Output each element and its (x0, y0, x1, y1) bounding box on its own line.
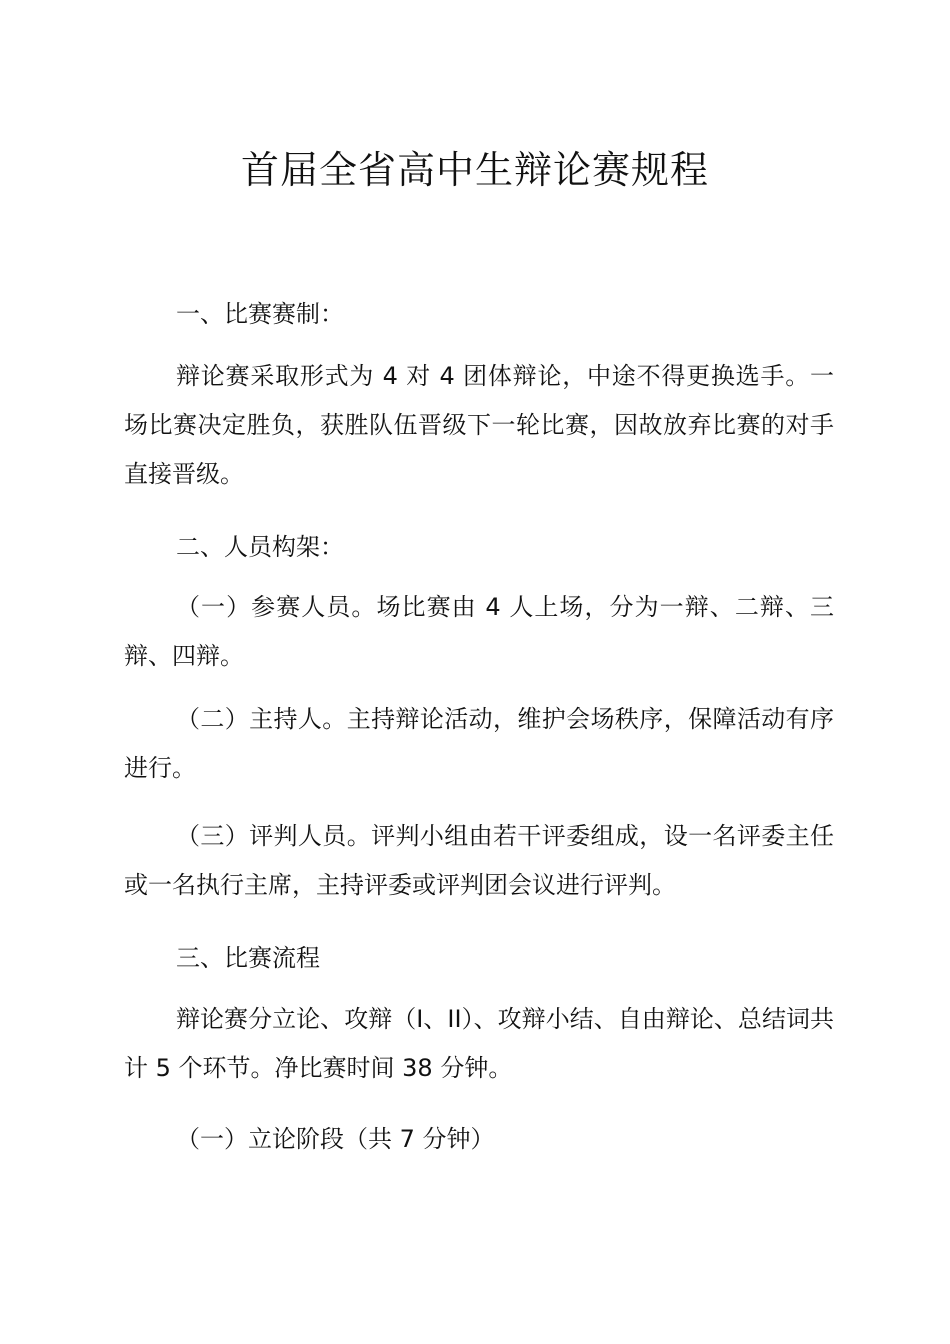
section-heading-process: 三、比赛流程 (176, 944, 320, 972)
paragraph-competition-format: 辩论赛采取形式为 4 对 4 团体辩论，中途不得更换选手。一场比赛决定胜负，获胜队伍晋级下一轮比赛，因故放弃比赛的对手直接晋级。 (124, 362, 834, 488)
document-title: 首届全省高中生辩论赛规程 (240, 148, 709, 192)
paragraph-judges: （三）评判人员。评判小组由若干评委组成，设一名评委主任或一名执行主席，主持评委或评判团会议进行评判。 (124, 822, 834, 899)
paragraph-host: （二）主持人。主持辩论活动，维护会场秩序，保障活动有序进行。 (124, 705, 834, 782)
section-heading-competition-format: 一、比赛赛制： (176, 300, 344, 328)
section-heading-personnel: 二、人员构架： (176, 533, 344, 561)
paragraph-process: 辩论赛分立论、攻辩（I、II）、攻辩小结、自由辩论、总结词共计 5 个环节。净比赛时间 38 分钟。 (124, 1005, 834, 1082)
subsection-heading-opening: （一）立论阶段（共 7 分钟） (176, 1125, 495, 1153)
paragraph-participants: （一）参赛人员。场比赛由 4 人上场，分为一辩、二辩、三辩、四辩。 (124, 593, 834, 670)
